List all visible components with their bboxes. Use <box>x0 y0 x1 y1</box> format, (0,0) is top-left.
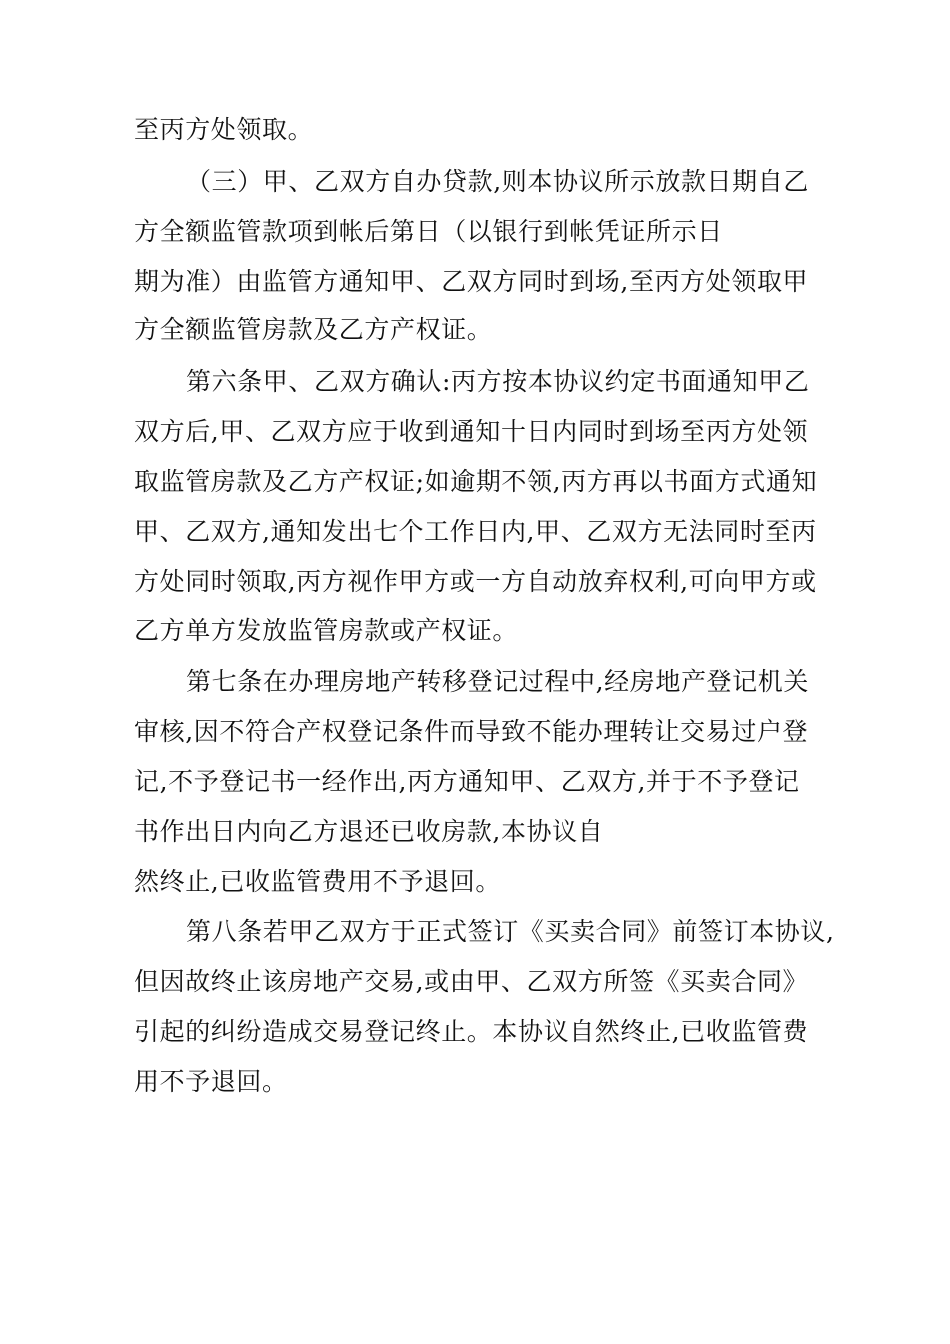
text-line: 双方后,甲、乙双方应于收到通知十日内同时到场至丙方处领 <box>134 417 809 446</box>
text-line: 乙方单方发放监管房款或产权证。 <box>134 616 519 645</box>
text-line: 取监管房款及乙方产权证;如逾期不领,丙方再以书面方式通知 <box>134 467 818 496</box>
text-line: 然终止,已收监管费用不予退回。 <box>134 867 501 896</box>
text-line: 甲、乙双方,通知发出七个工作日内,甲、乙双方无法同时至丙 <box>134 517 817 546</box>
text-line: 期为准）由监管方通知甲、乙双方同时到场,至丙方处领取甲 <box>134 267 809 296</box>
text-line: 用不予退回。 <box>134 1067 288 1096</box>
text-line: 方处同时领取,丙方视作甲方或一方自动放弃权利,可向甲方或 <box>134 567 817 596</box>
text-line: 引起的纠纷造成交易登记终止。本协议自然终止,已收监管费 <box>134 1017 809 1046</box>
text-line: 书作出日内向乙方退还已收房款,本协议自 <box>134 817 604 846</box>
text-line: 方全额监管房款及乙方产权证。 <box>134 315 493 344</box>
text-line: 记,不予登记书一经作出,丙方通知甲、乙双方,并于不予登记 <box>134 767 800 796</box>
text-line: 方全额监管款项到帐后第日（以银行到帐凭证所示日 <box>134 217 723 246</box>
text-line: （三）甲、乙双方自办贷款,则本协议所示放款日期自乙 <box>186 167 809 196</box>
text-line: 第七条在办理房地产转移登记过程中,经房地产登记机关 <box>186 667 809 696</box>
text-line: 第八条若甲乙双方于正式签订《买卖合同》前签订本协议, <box>186 917 835 946</box>
text-line: 审核,因不符合产权登记条件而导致不能办理转让交易过户登 <box>134 717 809 746</box>
text-line: 但因故终止该房地产交易,或由甲、乙双方所签《买卖合同》 <box>134 967 809 996</box>
text-line: 第六条甲、乙双方确认:丙方按本协议约定书面通知甲乙 <box>186 367 810 396</box>
text-line: 至丙方处领取。 <box>134 115 314 144</box>
